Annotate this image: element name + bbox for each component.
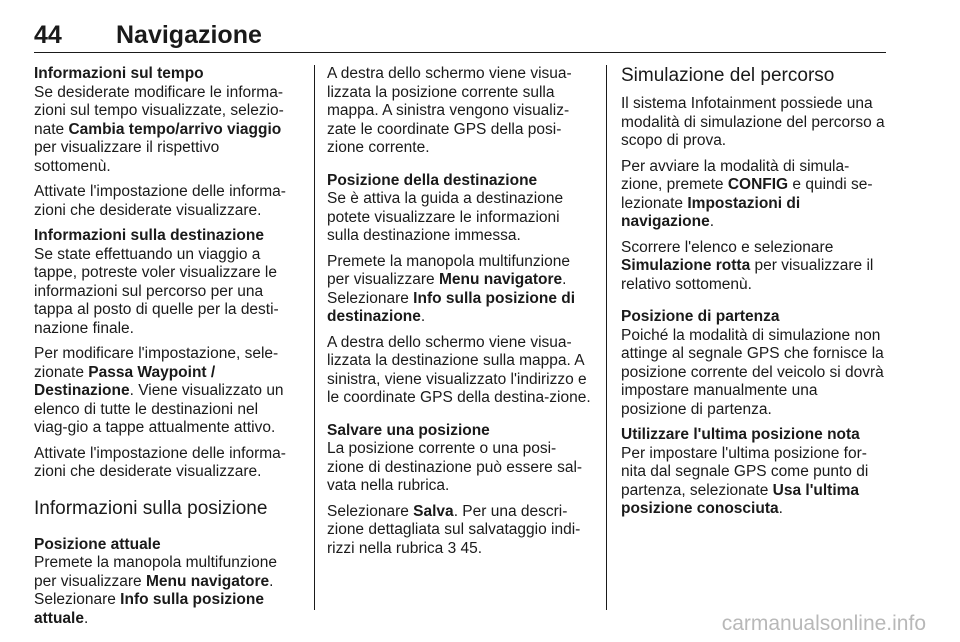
- column-left: [34, 65, 294, 635]
- destination-info-paragraph: Se state effettuando un viaggio a tappe, potreste voler visualizzare le informazioni sul percorso per una tappa al posto di quelle per la desti-nazione finale.: [34, 245, 279, 337]
- current-position-heading: Posizione attuale: [34, 535, 161, 553]
- save-position-heading: Salvare una posizione: [327, 421, 490, 439]
- column-right: [621, 65, 887, 526]
- current-position-paragraph-2: A destra dello schermo viene visua-lizzata la posizione corrente sulla mappa. A sinistra vengono visualiz-zate le coordinate GPS della posi-zione corrente.: [327, 65, 572, 156]
- destination-position-paragraph: Se è attiva la guida a destinazione potete visualizzare le informazioni sulla destinazione immessa.: [327, 190, 564, 244]
- save-position-paragraph: La posizione corrente o una posi-zione di destinazione può essere sal-vata nella rubrica.: [327, 440, 583, 494]
- route-simulation-paragraph: Il sistema Infotainment possiede una modalità di simulazione del percorso a scopo di prova.: [621, 95, 885, 149]
- last-known-position-heading: Utilizzare l'ultima posizione nota: [621, 426, 860, 443]
- current-position-paragraph: Premete la manopola multifunzione per visualizzare Menu navigatore. Selezionare Info sulla posizione attuale.: [34, 554, 277, 627]
- column-divider: [606, 65, 607, 610]
- start-position-heading: Posizione di partenza: [621, 308, 780, 325]
- route-simulation-section-heading: Simulazione del percorso: [621, 65, 835, 86]
- destination-info-paragraph-3: Attivate l'impostazione delle informa-zioni che desiderate visualizzare.: [34, 444, 286, 480]
- weather-heading: Informazioni sul tempo: [34, 65, 204, 82]
- column-middle: [327, 65, 593, 565]
- save-position-paragraph-2: Selezionare Salva. Per una descri-zione dettagliata sul salvataggio indi-rizzi nella rubrica 3 45.: [327, 502, 581, 557]
- watermark: carmanualsonline.info: [721, 612, 926, 635]
- section-title: Navigazione: [116, 21, 262, 49]
- position-info-section-heading: Informazioni sulla posizione: [34, 497, 268, 519]
- start-position-paragraph: Poiché la modalità di simulazione non attinge al segnale GPS che fornisce la posizione corrente del veicolo si dovrà impostare manualmente una posizione di partenza.: [621, 326, 884, 418]
- destination-info-heading: Informazioni sulla destinazione: [34, 227, 264, 244]
- weather-paragraph-2: Attivate l'impostazione delle informa-zioni che desiderate visualizzare.: [34, 183, 286, 219]
- destination-position-heading: Posizione della destinazione: [327, 171, 538, 189]
- destination-info-paragraph-2: Per modificare l'impostazione, sele-zionate Passa Waypoint / Destinazione. Viene visualizzato un elenco di tutte le destinazioni nel viag-gio a tappe attualmente attivo.: [34, 345, 284, 436]
- route-simulation-paragraph-2: Per avviare la modalità di simula-zione, premete CONFIG e quindi se-lezionate Impostazioni di navigazione.: [621, 157, 873, 230]
- destination-position-paragraph-2: Premete la manopola multifunzione per visualizzare Menu navigatore. Selezionare Info sulla posizione di destinazione.: [327, 252, 576, 325]
- weather-paragraph: Se desiderate modificare le informa-zioni sul tempo visualizzate, selezio-nate Cambia tempo/arrivo viaggio per visualizzare il rispettivo sottomenù.: [34, 83, 284, 175]
- column-divider: [314, 65, 315, 610]
- page-number: 44: [34, 21, 62, 49]
- destination-position-paragraph-3: A destra dello schermo viene visua-lizzata la destinazione sulla mappa. A sinistra, viene visualizzato l'indirizzo e le coordinate GPS della destina-zione.: [327, 333, 591, 406]
- page-reference-arrow-icon: 3: [447, 539, 457, 557]
- page-header: [34, 18, 886, 53]
- route-simulation-paragraph-3: Scorrere l'elenco e selezionare Simulazione rotta per visualizzare il relativo sottomenù.: [621, 238, 874, 293]
- last-known-position-paragraph: Per impostare l'ultima posizione for-nita dal segnale GPS come punto di partenza, selezionate Usa l'ultima posizione conosciuta.: [621, 444, 869, 517]
